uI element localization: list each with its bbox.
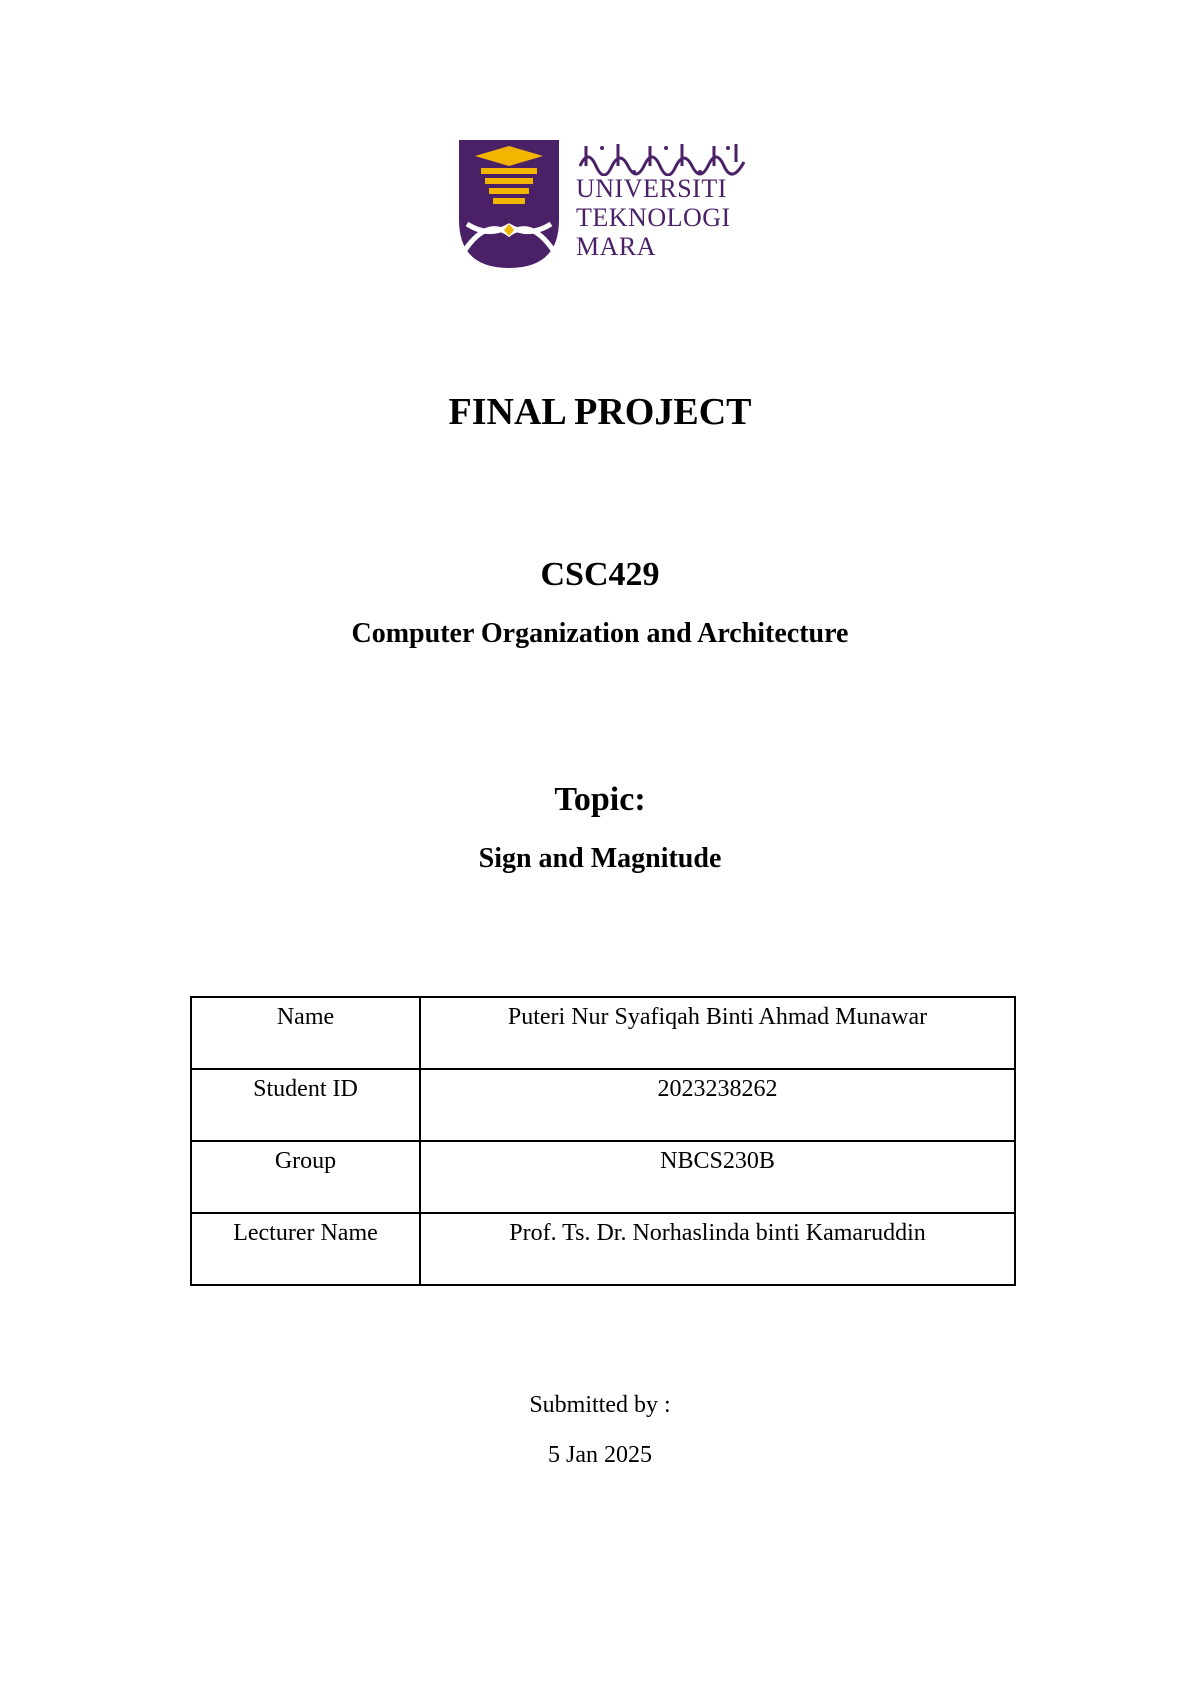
- student-id-value: 2023238262: [420, 1069, 1015, 1141]
- student-info-table: [190, 996, 1016, 1286]
- lecturer-name-value: Prof. Ts. Dr. Norhaslinda binti Kamaruddin: [420, 1213, 1015, 1285]
- student-id-label: Student ID: [191, 1069, 420, 1141]
- uitm-crest-icon: [459, 140, 559, 268]
- name-value: Puteri Nur Syafiqah Binti Ahmad Munawar: [420, 997, 1015, 1069]
- topic-label: Topic:: [554, 781, 646, 818]
- table-row: [191, 997, 1015, 1069]
- submitted-by-label: Submitted by :: [529, 1392, 671, 1418]
- university-name-line2: TEKNOLOGI: [576, 203, 731, 232]
- table-row: [191, 1213, 1015, 1285]
- topic-value: Sign and Magnitude: [478, 843, 722, 874]
- group-value: NBCS230B: [420, 1141, 1015, 1213]
- university-name-line3: MARA: [576, 232, 657, 261]
- arabic-jawi-script-icon: [576, 140, 751, 176]
- university-name: [576, 174, 731, 261]
- table-row: [191, 1141, 1015, 1213]
- course-code: CSC429: [540, 556, 660, 593]
- table-row: [191, 1069, 1015, 1141]
- lecturer-name-label: Lecturer Name: [191, 1213, 420, 1285]
- course-name: Computer Organization and Architecture: [351, 618, 849, 649]
- submission-date: 5 Jan 2025: [548, 1442, 652, 1468]
- university-name-line1: UNIVERSITI: [576, 174, 727, 203]
- university-logo: [459, 140, 749, 270]
- name-label: Name: [191, 997, 420, 1069]
- group-label: Group: [191, 1141, 420, 1213]
- document-title: FINAL PROJECT: [448, 391, 752, 433]
